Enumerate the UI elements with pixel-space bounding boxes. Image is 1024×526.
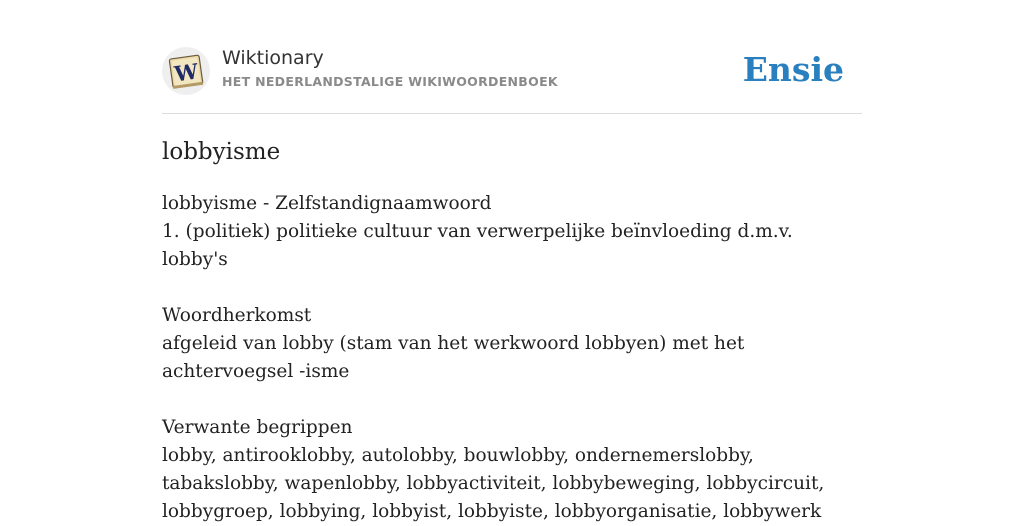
etymology-text: afgeleid van lobby (stam van het werkwoord lobbyen) met het achtervoegsel -isme [162,333,745,382]
related-heading: Verwante begrippen [162,417,353,438]
brand-logo[interactable]: Ensie [742,50,844,89]
site-header [162,40,862,114]
logo-letter: W [172,58,200,87]
site-title[interactable]: Wiktionary [222,47,324,69]
entry-title: lobbyisme [162,139,281,165]
spacer [162,274,862,302]
entry-card [162,0,862,522]
definition: 1. (politiek) politieke cultuur van verwerpelijke beïnvloeding d.m.v. lobby's [162,221,793,270]
entry-content [162,136,862,526]
wiktionary-logo-icon[interactable] [162,47,210,95]
spacer [162,386,862,414]
site-subtitle: HET NEDERLANDSTALIGE WIKIWOORDENBOEK [222,74,558,89]
related-terms: lobby, antirooklobby, autolobby, bouwlobby, ondernemerslobby, tabakslobby, wapenlobby, lobbyactiviteit, lobbybeweging, lobbycircuit, lobbygroep, lobbying, lobbyist, lobbyiste, lobbyorganisatie, lobbywerk [162,445,825,522]
etymology-heading: Woordherkomst [162,305,312,326]
word-class-line: lobbyisme - Zelfstandignaamwoord [162,193,492,214]
